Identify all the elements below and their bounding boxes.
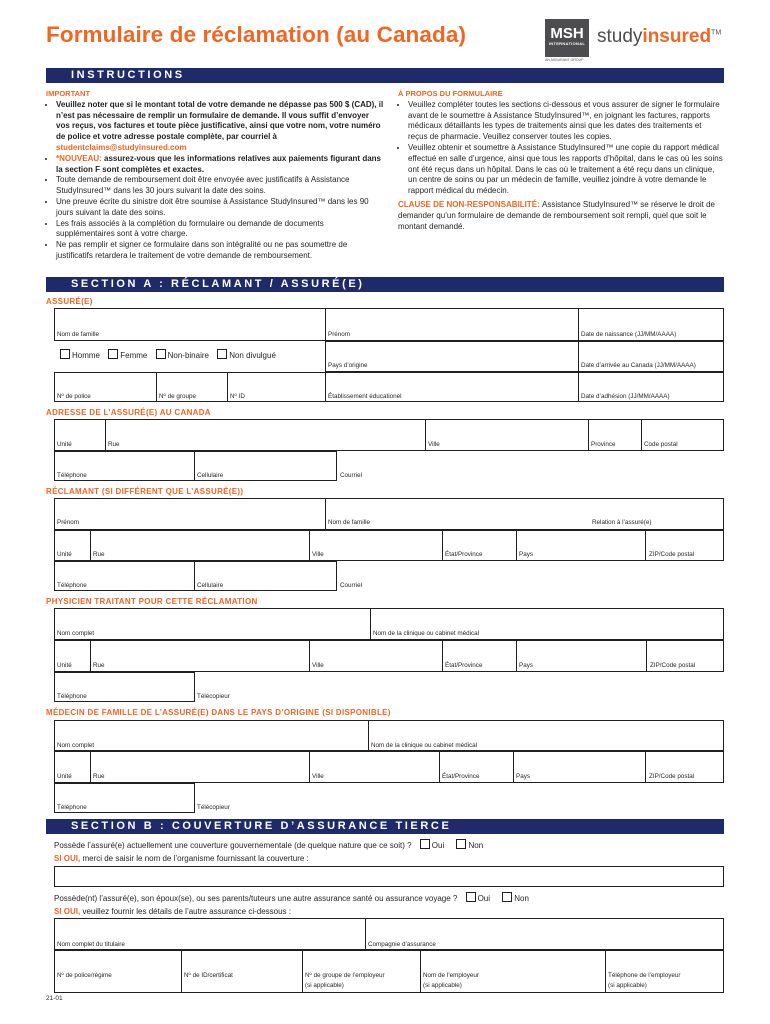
claimant-country-label: Pays: [519, 551, 533, 558]
logo-tm: TM: [711, 29, 722, 37]
other-insurance-no-label: Non: [514, 894, 529, 903]
gov-coverage-yes-label: Oui: [431, 841, 445, 850]
physician-city-field[interactable]: [309, 640, 443, 672]
gov-coverage-followup-text: merci de saisir le nom de l’organisme fournissant la couverture :: [80, 854, 309, 863]
family-doctor-fax-label: Télécopieur: [197, 804, 230, 811]
institution-label: Établissement éducationel: [328, 393, 402, 400]
group-number-label: Nº de groupe: [159, 393, 196, 400]
about-heading: À PROPOS DU FORMULAIRE: [398, 89, 503, 98]
gov-coverage-yes-checkbox[interactable]: [420, 839, 430, 849]
claimant-country-field[interactable]: [516, 530, 646, 561]
instruction-3: • Toute demande de remboursement doit être envoyée avec justificatifs à Assistance StudyInsured™ dans les 30 jours suivant la date des soins.: [56, 175, 384, 197]
about-2: • Veuillez obtenir et soumettre à Assistance StudyInsured™ une copie du rapport médical effectué en salle d’urgence, ainsi que tous les rapports d’hôpital, dans le cas où les soins ont été reçus dans un hôpital. Dans le cas où le traitement a été reçu dans un clinique, un centre de soins ou par un médecin de famille, veuillez joindre à votre demande le rapport médical du médecin.: [408, 143, 723, 197]
logo-tagline: AN ASSURANT GROUP: [545, 58, 584, 62]
new-label: *NOUVEAU:: [56, 153, 105, 163]
instruction-4: • Une preuve écrite du sinistre doit être soumise à Assistance StudyInsured™ dans les 90 jours suivant la date des soins.: [56, 197, 384, 219]
family-doctor-zip-label: ZIP/Code postal: [649, 773, 695, 780]
gender-undisclosed-label: Non divulgué: [229, 351, 276, 360]
mobile-label: Cellulaire: [197, 472, 224, 479]
province-label: Province: [591, 441, 616, 448]
street-field[interactable]: [105, 419, 426, 451]
employer-name-note: (si applicable): [423, 982, 462, 989]
gender-options: [54, 349, 276, 360]
other-insurance-question: [54, 892, 529, 903]
section-b-bar: [46, 819, 724, 834]
insurance-company-label: Compagnie d’assurance: [368, 941, 436, 948]
employer-phone-label: Téléphone de l’employeur: [608, 972, 681, 979]
section-a-bar: [46, 277, 724, 292]
claimant-mobile-label: Cellulaire: [197, 582, 224, 589]
logo-brand-a: study: [597, 26, 643, 47]
city-label: Ville: [428, 441, 440, 448]
city-field[interactable]: [425, 419, 589, 451]
gov-coverage-text: Possède l’assuré(e) actuellement une couverture gouvernementale (de quelque nature que ce soit) ?: [54, 841, 412, 850]
claimant-city-field[interactable]: [309, 530, 443, 561]
gender-female-checkbox[interactable]: [108, 349, 118, 359]
insured-heading: ASSURÉ(E): [46, 297, 93, 306]
physician-fax-label: Télécopieur: [197, 693, 230, 700]
instructions-left: [46, 89, 384, 262]
other-insurance-followup: [54, 907, 291, 916]
claimant-last-name-field[interactable]: [325, 498, 724, 530]
gov-coverage-org-field[interactable]: [54, 866, 724, 887]
holder-name-label: Nom complet du titulaire: [57, 941, 125, 948]
physician-street-label: Rue: [93, 662, 105, 669]
physician-zip-label: ZIP/Code postal: [650, 662, 696, 669]
other-insurance-no-checkbox[interactable]: [502, 892, 512, 902]
claimant-first-name-field[interactable]: [54, 498, 326, 530]
email-label: Courriel: [340, 472, 363, 479]
id-number-label: Nº ID: [230, 393, 245, 400]
about-1: • Veuillez compléter toutes les sections ci-dessous et vous assurer de signer le formulaire avant de le soumettre à Assistance StudyInsured™, en joignant les factures, rapports médicaux détaillants les types de traitements ainsi que les dates des traitements et reçus de pharmacie. Veuillez conserver toutes les copies.: [408, 100, 723, 143]
dob-label: Date de naissance (JJ/MM/AAAA): [581, 331, 677, 338]
claimant-phone-label: Téléphone: [57, 582, 87, 589]
gender-male-label: Homme: [72, 351, 101, 360]
claimant-last-name-label: Nom de famille: [328, 519, 370, 526]
family-doctor-country-label: Pays: [516, 773, 530, 780]
claimant-state-label: État/Province: [445, 551, 483, 558]
gender-nonbinary-checkbox[interactable]: [156, 349, 166, 359]
claimant-street-label: Rue: [93, 551, 105, 558]
section-a-title: SECTION A : RÉCLAMANT / ASSURÉ(E): [71, 278, 365, 290]
gender-undisclosed-checkbox[interactable]: [217, 349, 227, 359]
address-heading: ADRESSE DE L’ASSURÉ(E) AU CANADA: [46, 408, 211, 417]
family-doctor-phone-label: Téléphone: [57, 804, 87, 811]
street-label: Rue: [108, 441, 120, 448]
physician-street-field[interactable]: [90, 640, 310, 672]
family-doctor-city-label: Ville: [312, 773, 324, 780]
gender-nonbinary-label: Non-binaire: [167, 351, 209, 360]
clause-heading: CLAUSE DE NON-RESPONSABILITÉ:: [398, 199, 543, 209]
clause: [398, 200, 723, 232]
enrollment-date-label: Date d’adhésion (JJ/MM/AAAA): [581, 393, 670, 400]
msh-logo-sub: INTERNATIONAL: [548, 41, 586, 46]
physician-unit-label: Unité: [57, 662, 72, 669]
phone-label: Téléphone: [57, 472, 87, 479]
claimant-street-field[interactable]: [90, 530, 310, 561]
arrival-date-label: Date d’arrivée au Canada (JJ/MM/AAAA): [581, 362, 696, 369]
physician-name-label: Nom complet: [57, 630, 95, 637]
plan-number-label: Nº de police/régime: [57, 972, 112, 979]
employer-phone-note: (si applicable): [608, 982, 647, 989]
claims-email[interactable]: studentclaims@studyinsured.com: [56, 142, 187, 152]
clause-text: Assistance StudyInsured™ se réserve le droit de demander qu’un formulaire de demande de remboursement soit rempli, quel que soit le montant demandé.: [398, 199, 715, 231]
gov-coverage-question: [54, 839, 483, 850]
other-insurance-yes-label: Oui: [477, 894, 491, 903]
studyinsured-logo: [597, 26, 721, 48]
instructions-bar: [46, 68, 724, 83]
family-doctor-state-label: État/Province: [442, 773, 480, 780]
physician-state-label: État/Province: [445, 662, 483, 669]
msh-logo-text: MSH: [550, 25, 584, 42]
physician-city-label: Ville: [312, 662, 324, 669]
family-doctor-name-field[interactable]: [54, 720, 369, 751]
family-doctor-street-label: Rue: [93, 773, 105, 780]
claimant-unit-label: Unité: [57, 551, 72, 558]
form-title: Formulaire de réclamation (au Canada): [46, 22, 467, 47]
relation-label: Relation à l’assuré(e): [592, 519, 652, 526]
other-insurance-yes-checkbox[interactable]: [466, 892, 476, 902]
employer-group-note: (si applicable): [305, 982, 344, 989]
unit-label: Unité: [57, 441, 72, 448]
if-yes-label-2: SI OUI,: [54, 907, 81, 916]
gender-male-checkbox[interactable]: [60, 349, 70, 359]
if-yes-label-1: SI OUI,: [54, 854, 81, 863]
gender-female-label: Femme: [120, 351, 148, 360]
instruction-6: • Ne pas remplir et signer ce formulaire dans son intégralité ou ne pas soumettre de justificatifs retardera le traitement de votre demande de remboursement.: [56, 240, 384, 262]
instruction-2: [56, 154, 384, 176]
family-doctor-unit-label: Unité: [57, 773, 72, 780]
physician-country-field[interactable]: [516, 640, 647, 672]
logo-brand-b: insured: [642, 26, 712, 47]
gov-coverage-followup: [54, 854, 309, 863]
employer-group-label: Nº de groupe de l’employeur: [305, 972, 385, 979]
first-name-label: Prénom: [328, 331, 351, 338]
physician-country-label: Pays: [519, 662, 533, 669]
claimant-heading: RÉCLAMANT (SI DIFFÉRENT QUE L’ASSURÉ(E)): [46, 487, 244, 496]
postal-code-label: Code postal: [644, 441, 678, 448]
physician-name-field[interactable]: [54, 608, 371, 640]
important-heading: IMPORTANT: [46, 89, 91, 98]
claimant-city-label: Ville: [312, 551, 324, 558]
family-doctor-country-field[interactable]: [513, 751, 646, 783]
policy-number-label: Nº de police: [57, 393, 91, 400]
instruction-1: [56, 100, 384, 154]
family-doctor-clinic-label: Nom de la clinique ou cabinet médical: [371, 742, 478, 749]
first-name-field[interactable]: [325, 308, 579, 341]
physician-clinic-label: Nom de la clinique ou cabinet médical: [373, 630, 480, 637]
other-insurance-text: Possède(nt) l’assuré(e), son époux(se), ou ses parents/tuteurs une autre assurance santé ou assurance voyage ?: [54, 894, 458, 903]
claimant-email-label: Courriel: [340, 582, 363, 589]
last-name-label: Nom de famille: [57, 331, 99, 338]
instruction-1-text: Veuillez noter que si le montant total de votre demande ne dépasse pas 500 $ (CAD), il n’est pas nécessaire de remplir un formulaire de demande. Il vous suffit d’envoyer vos reçus, vos factures et toute pièce justificative, ainsi que votre nom, votre numéro de police et votre adresse postale complète, par courriel à: [56, 99, 384, 142]
gov-coverage-no-label: Non: [468, 841, 484, 850]
family-doctor-heading: MÉDECIN DE FAMILLE DE L’ASSURÉ(E) DANS LE PAYS D’ORIGINE (SI DISPONIBLE): [46, 708, 391, 717]
instruction-2-text: assurez-vous que les informations relatives aux paiements figurant dans la section F sont complètes et exactes.: [56, 153, 381, 174]
form-version: 21-01: [46, 995, 63, 1002]
msh-logo: [545, 19, 589, 57]
family-doctor-city-field[interactable]: [309, 751, 440, 783]
other-insurance-followup-text: veuillez fournir les détails de l’autre assurance ci-dessous :: [80, 907, 292, 916]
origin-country-label: Pays d’origine: [328, 362, 368, 369]
gov-coverage-no-checkbox[interactable]: [456, 839, 466, 849]
instructions-right: [398, 89, 723, 232]
instruction-5: • Les frais associés à la complétion du formulaire ou demande de documents supplémentaires sont à votre charge.: [56, 219, 384, 241]
family-doctor-street-field[interactable]: [90, 751, 310, 783]
instructions-bar-label: INSTRUCTIONS: [71, 69, 185, 81]
certificate-number-label: Nº de ID/certificat: [184, 972, 233, 979]
claimant-first-name-label: Prénom: [57, 519, 80, 526]
employer-name-label: Nom de l’employeur: [423, 972, 479, 979]
family-doctor-name-label: Nom complet: [57, 742, 95, 749]
physician-phone-label: Téléphone: [57, 693, 87, 700]
physician-heading: PHYSICIEN TRAITANT POUR CETTE RÉCLAMATION: [46, 597, 258, 606]
claimant-zip-label: ZIP/Code postal: [649, 551, 695, 558]
section-b-title: SECTION B : COUVERTURE D’ASSURANCE TIERCE: [71, 820, 452, 832]
